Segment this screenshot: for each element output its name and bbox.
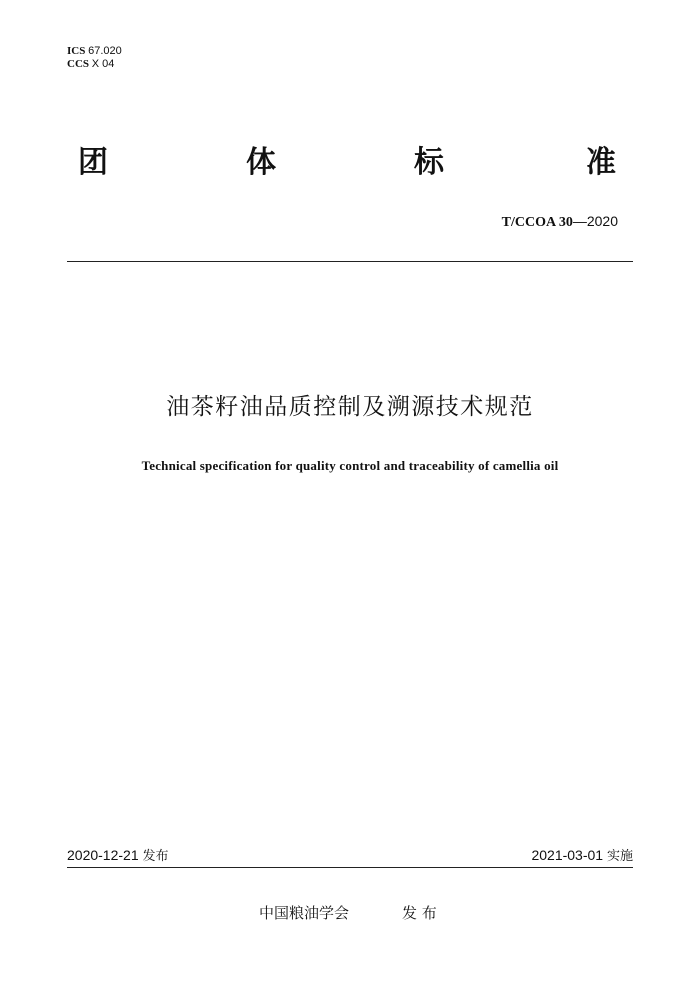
standard-type-char-1: 团: [78, 145, 108, 180]
standard-type-char-2: 体: [246, 145, 276, 180]
standard-type-char-4: 准: [586, 145, 616, 180]
issuer-organization: 中国粮油学会: [259, 904, 350, 922]
footer-divider: [67, 867, 633, 868]
standard-number-prefix: T/CCOA 30: [501, 215, 573, 230]
ics-code: 67.020: [88, 45, 122, 57]
title-chinese: 油茶籽油品质控制及溯源技术规范: [166, 394, 534, 420]
standard-type-char-3: 标: [414, 145, 444, 180]
header-divider: [67, 261, 633, 262]
standard-number-dash: —: [572, 213, 587, 229]
ccs-line: [67, 58, 122, 71]
ics-line: [67, 45, 122, 58]
standard-number: [502, 212, 618, 232]
standard-number-year: 2020: [586, 213, 618, 229]
title-english: Technical specification for quality control and traceability of camellia oil: [141, 458, 559, 473]
publish-date-block: [67, 846, 169, 866]
ccs-label: CCS: [67, 58, 90, 70]
ccs-code: X 04: [91, 58, 115, 70]
classification-block: [67, 45, 122, 71]
publish-label: 发布: [142, 849, 169, 864]
publish-date: 2020-12-21: [67, 847, 139, 863]
ics-label: ICS: [67, 45, 86, 57]
issuer-action: 发 布: [402, 904, 437, 922]
effective-date-block: [531, 846, 633, 866]
effective-date: 2021-03-01: [531, 847, 604, 863]
effective-label: 实施: [606, 849, 633, 864]
